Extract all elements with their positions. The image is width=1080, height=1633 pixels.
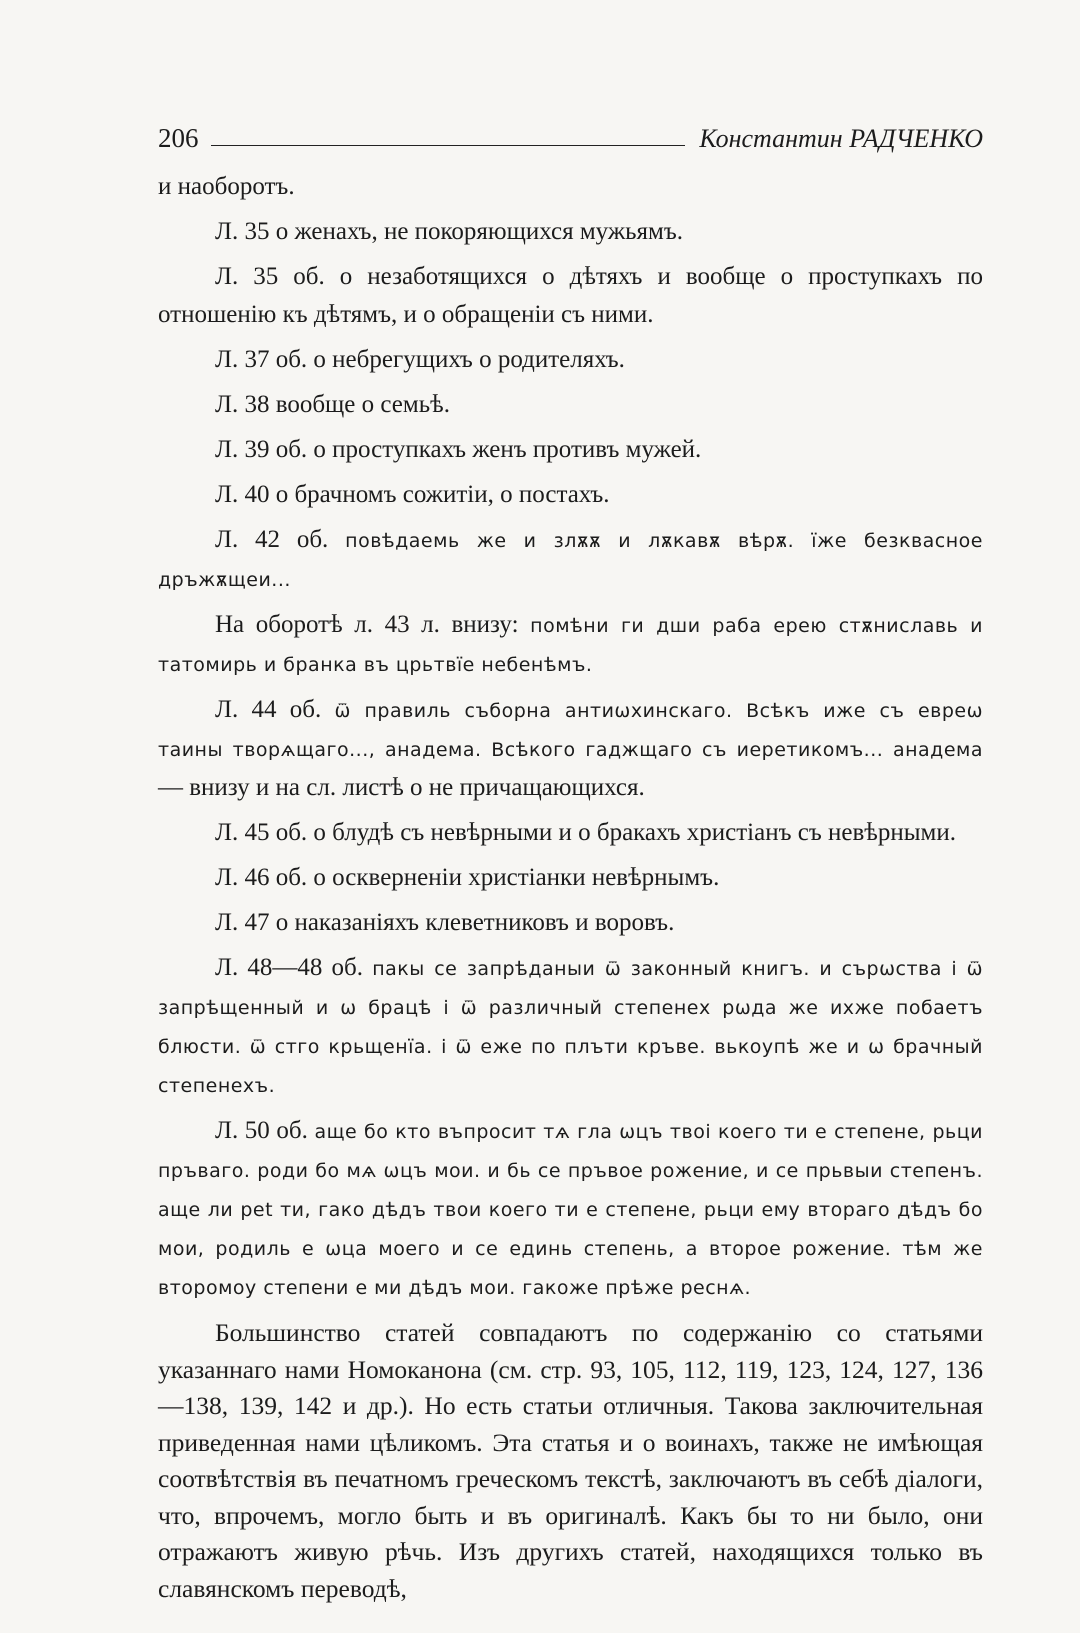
entry-l42ob — [158, 521, 983, 599]
page-header — [158, 112, 983, 152]
entry-text: Л. 38 вообще о семьѣ. — [215, 391, 450, 418]
entry-text: Л. 48—48 об. — [215, 954, 364, 981]
church-slavonic-quote: аще бо кто въпросит тѧ гла ѡцъ твоі коего ти е степене, рьци пръваго. роди бо мѧ ѡцъ мои. и бь се пръвое рожение, и се прьвыи степенъ. аще ли реt ти, гако дѣдъ твои коего ти е степене, рьци ему втораго дѣдъ бо мои, родиль е ѡца моего и се единь степень, а второе рожение. тѣм же второмоу степени е ми дѣдъ мои. гакоже прѣже реснѧ. — [158, 1121, 983, 1299]
entry-continuation — [158, 168, 983, 206]
entry-text: Л. 42 об. — [215, 526, 329, 553]
entry-l35ob — [158, 258, 983, 334]
closing-paragraph: Большинство статей совпадаютъ по содержанію со статьями указаннаго нами Номоканона (см. стр. 93, 105, 112, 119, 123, 124, 127, 136—138, 139, 142 и др.). Но есть статьи отличныя. Такова заключительная приведенная нами цѣликомъ. Эта статья и о воинахъ, также не имѣющая соотвѣтствія въ печатномъ греческомъ текстѣ, заключаютъ въ себѣ діалоги, что, впрочемъ, могло быть и въ оригиналѣ. Какъ бы то ни было, они отражаютъ живую рѣчь. Изъ другихъ статей, находящихся только въ славянскомъ переводѣ, — [158, 1318, 983, 1603]
entry-text-after: — внизу и на сл. листѣ о не причащающихся. — [158, 774, 645, 801]
running-head: Константин РАДЧЕНКО — [699, 124, 983, 153]
entry-l47 — [158, 904, 983, 942]
page-number: 206 — [158, 123, 199, 153]
church-slavonic-quote: помѣни ги дши раба ерею стѫниславь и татомирь и бранка въ црьтвїе небенѣмъ. — [158, 615, 983, 676]
header-rule — [211, 145, 686, 146]
entry-text: Л. 47 о наказаніяхъ клеветниковъ и воровъ. — [215, 909, 675, 936]
entry-text: На оборотѣ л. 43 л. внизу: — [215, 611, 519, 638]
entry-l45ob — [158, 814, 983, 852]
entry-l38 — [158, 386, 983, 424]
entry-l39ob — [158, 431, 983, 469]
church-slavonic-quote: пакы се запрѣданыи ѿ законный книгъ. и сърѡства і ѿ запрѣщенный и ѡ брацѣ і ѿ различный степенех рѡда же ихже побаетъ блюсти. ѿ стго крьщенїа. і ѿ еже по плъти кръве. вькоупѣ же и ѡ брачный степенехъ. — [158, 958, 983, 1097]
entry-l50ob — [158, 1112, 983, 1307]
entry-text: Л. 46 об. о оскверненіи христіанки невѣрнымъ. — [215, 864, 720, 891]
church-slavonic-quote: повѣдаемь же и злѫѫ и лѫкавѫ вѣрѫ. їже безквасное дръжѫщеи... — [158, 530, 983, 591]
entry-text: Л. 44 об. — [215, 696, 322, 723]
entry-l35 — [158, 213, 983, 251]
entry-l44ob — [158, 691, 983, 807]
entry-text: Л. 40 о брачномъ сожитіи, о постахъ. — [215, 481, 610, 508]
entry-text: Л. 45 об. о блудѣ съ невѣрными и о бракахъ христіанъ съ невѣрными. — [215, 819, 957, 846]
entry-text: Л. 35 об. о незаботящихся о дѣтяхъ и вообще о проступкахъ по отношенію къ дѣтямъ, и о обращеніи съ ними. — [158, 263, 983, 328]
entry-text: Л. 50 об. — [215, 1117, 308, 1144]
entry-text: и наоборотъ. — [158, 173, 295, 200]
church-slavonic-quote: ѿ правиль съборна антиѡхинскаго. Всѣкъ иже съ евреѡ таины творѧщаго..., анадема. Всѣкого гаджщаго съ иеретикомъ... анадема — [158, 700, 983, 761]
entry-l46ob — [158, 859, 983, 897]
entry-text: Л. 37 об. о небрегущихъ о родителяхъ. — [215, 346, 625, 373]
entry-l40 — [158, 476, 983, 514]
entry-text: Л. 35 о женахъ, не покоряющихся мужьямъ. — [215, 218, 684, 245]
entry-l48 — [158, 949, 983, 1105]
entry-l43-reverse — [158, 606, 983, 684]
entry-text: Л. 39 об. о проступкахъ женъ противъ мужей. — [215, 436, 702, 463]
entry-l37ob — [158, 341, 983, 379]
page-body — [158, 168, 983, 1633]
